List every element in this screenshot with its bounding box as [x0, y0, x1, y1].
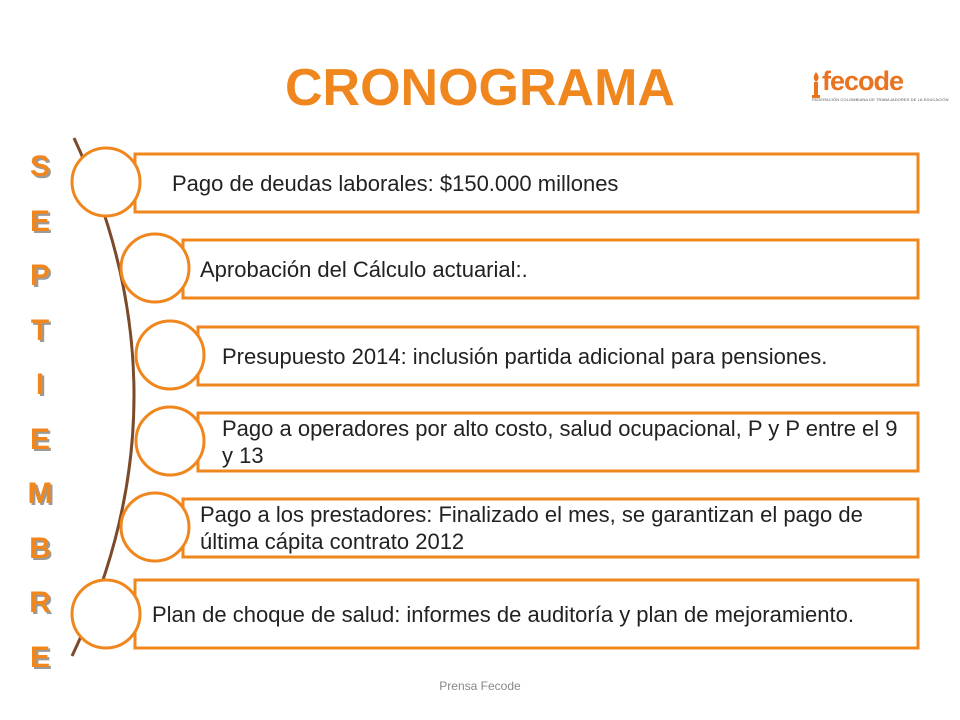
timeline-node-circle — [72, 148, 140, 216]
month-letter: T — [30, 313, 50, 347]
page-title: CRONOGRAMA — [285, 59, 675, 117]
timeline-node-circle — [136, 407, 204, 475]
month-letter: B — [29, 531, 51, 565]
timeline-item-text: Plan de choque de salud: informes de auditoría y plan de mejoramiento. — [152, 601, 854, 627]
month-letter: S — [29, 150, 50, 183]
logo-subtitle: FEDERACIÓN COLOMBIANA DE TRABAJADORES DE LA EDUCACIÓN — [812, 97, 949, 102]
timeline-node-circle — [121, 493, 189, 561]
month-letter: I — [35, 368, 45, 401]
timeline-node-circle — [121, 234, 189, 302]
footer-credit: Prensa Fecode — [439, 679, 521, 693]
timeline-item-text: Presupuesto 2014: inclusión partida adicional para pensiones. — [222, 343, 828, 369]
month-letter: E — [29, 422, 50, 456]
month-letter: E — [29, 204, 50, 238]
month-letter: R — [29, 586, 51, 619]
timeline-item-text: Pago a los prestadores: Finalizado el mes, se garantizan el pago de última cápita contrato 2012 — [200, 502, 863, 554]
month-letter: E — [29, 640, 50, 674]
timeline-item-text: Aprobación del Cálculo actuarial:. — [200, 256, 528, 282]
timeline-node-circle — [136, 321, 204, 389]
logo-wordmark: fecode — [822, 66, 904, 96]
timeline-item-text: Pago a operadores por alto costo, salud ocupacional, P y P entre el 9 y 13 — [222, 416, 898, 468]
month-letter: M — [27, 477, 53, 510]
timeline-item-text: Pago de deudas laborales: $150.000 millones — [172, 170, 619, 196]
timeline-node-circle — [72, 580, 140, 648]
month-letter: P — [29, 259, 50, 292]
